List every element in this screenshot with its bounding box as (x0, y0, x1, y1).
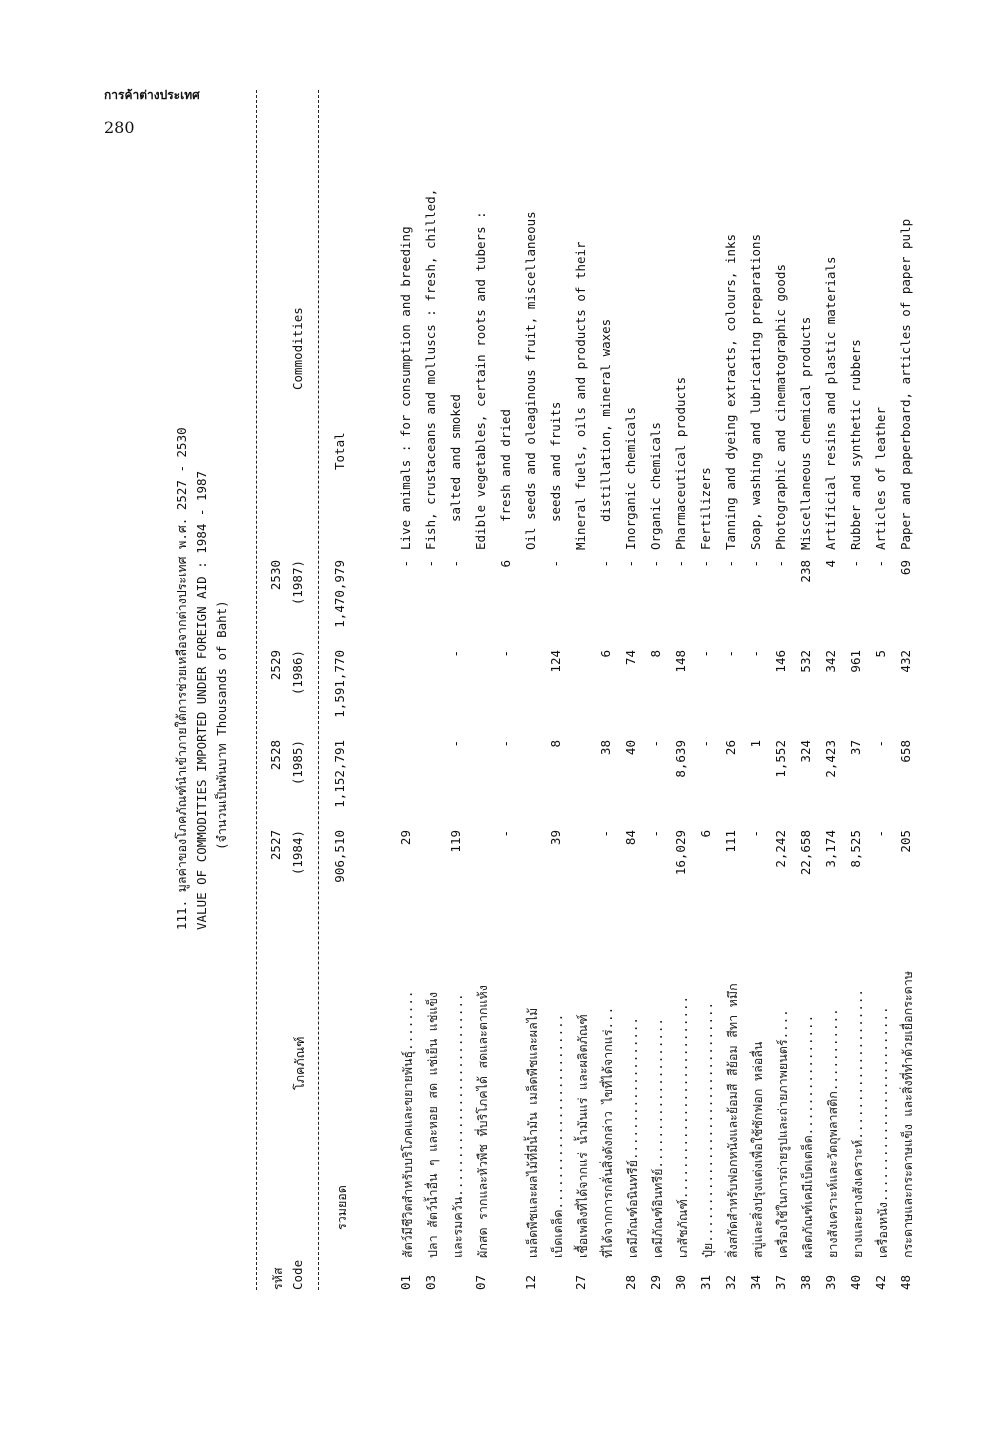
row-code: 40 (848, 1274, 863, 1290)
row-commodity-en: Live animals : for consumption and breeding (398, 226, 413, 550)
row-value-4: - (398, 560, 413, 568)
row-value-2: 1 (748, 740, 763, 748)
row-commodity-en: Photographic and cinematographic goods (773, 264, 788, 550)
total-label-en: Total (332, 432, 347, 470)
rotated-table (172, 90, 932, 1290)
row-value-2: 38 (598, 740, 613, 756)
table-row (898, 90, 924, 1290)
row-commodity-thai: และรมควัน........................... (450, 993, 465, 1258)
table-row (698, 90, 724, 1290)
row-commodity-thai: เภสัชภัณฑ์........................... (675, 995, 690, 1258)
row-code: 27 (573, 1274, 588, 1290)
row-value-2: 40 (623, 740, 638, 756)
row-commodity-thai: ปลา สัตว์น้ำอื่น ๆ และหอย สด แช่เย็น แช่แข็ง (425, 991, 440, 1258)
header-year-3-en: (1986) (290, 650, 305, 696)
row-code: 07 (473, 1274, 488, 1290)
table-row (723, 90, 749, 1290)
total-1987: 1,470,979 (332, 560, 347, 628)
total-1986: 1,591,770 (332, 650, 347, 718)
row-value-1: 29 (398, 830, 413, 846)
table-row (598, 90, 624, 1290)
row-commodity-en: Paper and paperboard, articles of paper pulp (898, 218, 913, 550)
row-commodity-thai: ผลิตภัณฑ์เคมีเบ็ดเตล็ด................ (800, 1014, 815, 1258)
total-1984: 906,510 (332, 830, 347, 883)
row-commodity-en: Fish, crustaceans and molluscs : fresh, chilled, (423, 188, 438, 550)
row-value-3: 5 (873, 650, 888, 658)
table-row (473, 90, 499, 1290)
header-year-3: 2529 (268, 650, 283, 681)
row-value-4: - (723, 560, 738, 568)
row-code: 28 (623, 1274, 638, 1290)
header-year-2: 2528 (268, 740, 283, 771)
row-commodity-en: Artificial resins and plastic materials (823, 256, 838, 550)
row-commodity-en: salted and smoked (448, 394, 463, 522)
row-code: 37 (773, 1274, 788, 1290)
row-value-1: 84 (623, 830, 638, 846)
row-value-2: 8 (548, 740, 563, 748)
row-commodity-en: Mineral fuels, oils and products of their (573, 241, 588, 550)
table-row (748, 90, 774, 1290)
row-value-2: - (648, 740, 663, 748)
header-code-en: Code (290, 1259, 305, 1290)
row-code: 30 (673, 1274, 688, 1290)
row-commodity-thai: ผักสด รากและหัวพืช ที่บริโภคได้ สดและตากแห้ง (475, 985, 490, 1258)
row-value-2: 1,552 (773, 740, 788, 778)
page-number: 280 (104, 118, 135, 137)
row-value-2: 37 (848, 740, 863, 756)
header-year-4: 2530 (268, 560, 283, 591)
row-value-3: - (723, 650, 738, 658)
table-row (848, 90, 874, 1290)
row-commodity-en: seeds and fruits (548, 401, 563, 522)
row-commodity-thai: เบ็ดเตล็ด.......................... (550, 1013, 565, 1258)
row-commodity-en: Rubber and synthetic rubbers (848, 339, 863, 550)
table-unit: (จำนวนเป็นพันบาท Thousands of Baht) (214, 600, 229, 850)
header-top-rule (256, 90, 257, 1290)
row-code: 31 (698, 1274, 713, 1290)
row-commodity-en: Soap, washing and lubricating preparations (748, 233, 763, 550)
row-value-4: - (773, 560, 788, 568)
row-value-3: - (498, 650, 513, 658)
row-value-3: 8 (648, 650, 663, 658)
table-title-en: VALUE OF COMMODITIES IMPORTED UNDER FOREIGN AID : 1984 - 1987 (194, 470, 209, 930)
table-row (673, 90, 699, 1290)
row-value-1: 39 (548, 830, 563, 846)
row-value-3: 532 (798, 650, 813, 673)
header-commodities-en: Commodities (290, 307, 305, 390)
table-row (623, 90, 649, 1290)
table-row (523, 90, 549, 1290)
row-code: 32 (723, 1274, 738, 1290)
row-commodity-thai: ยางและยางสังเคราะห์.................... (850, 989, 865, 1258)
header-commodity-thai: โภคภัณฑ์ (292, 1036, 307, 1090)
row-value-1: 119 (448, 830, 463, 853)
row-value-4: - (698, 560, 713, 568)
total-1985: 1,152,791 (332, 740, 347, 808)
row-value-2: 2,423 (823, 740, 838, 778)
row-code: 29 (648, 1274, 663, 1290)
row-commodity-thai: ที่ได้จากการกลั่นสิ่งดังกล่าว ไขที่ได้จากแร่... (600, 1006, 615, 1258)
table-row (798, 90, 824, 1290)
table-row (648, 90, 674, 1290)
row-value-2: - (498, 740, 513, 748)
total-label-thai: รวมยอด (334, 1185, 349, 1230)
row-value-4: 238 (798, 560, 813, 583)
row-value-4: - (873, 560, 888, 568)
row-code: 48 (898, 1274, 913, 1290)
row-value-3: 6 (598, 650, 613, 658)
row-commodity-thai: เครื่องหนัง.......................... (875, 1006, 890, 1258)
row-value-1: 22,658 (798, 830, 813, 876)
row-commodity-en: Edible vegetables, certain roots and tubers : (473, 211, 488, 550)
row-commodity-en: Organic chemicals (648, 422, 663, 550)
header-year-1-en: (1984) (290, 830, 305, 876)
header-year-1: 2527 (268, 830, 283, 861)
row-value-4: 4 (823, 560, 838, 568)
table-row (498, 90, 524, 1290)
row-value-4: - (598, 560, 613, 568)
row-code: 34 (748, 1274, 763, 1290)
header-bottom-rule (318, 90, 319, 1290)
row-commodity-thai: เคมีภัณฑ์อินทรีย์.................... (650, 1018, 665, 1258)
row-commodity-thai: เชื้อเพลิงที่ได้จากแร่ น้ำมันแร่ และผลิตภัณฑ์ (575, 1014, 590, 1258)
row-value-3: - (748, 650, 763, 658)
row-value-4: - (548, 560, 563, 568)
row-commodity-en: Tanning and dyeing extracts, colours, inks (723, 233, 738, 550)
row-value-1: 6 (698, 830, 713, 838)
row-value-4: - (648, 560, 663, 568)
table-row (423, 90, 449, 1290)
row-value-1: - (598, 830, 613, 838)
row-commodity-thai: เครื่องใช้ในการถ่ายรูปและถ่ายภาพยนตร์.... (775, 1009, 790, 1258)
row-value-2: - (873, 740, 888, 748)
row-commodity-thai: สิ่งสกัดสำหรับฟอกหนังและย้อมสี สีย้อม สีทา หมึก (725, 983, 740, 1258)
row-code: 01 (398, 1274, 413, 1290)
row-code: 03 (423, 1274, 438, 1290)
table-row (548, 90, 574, 1290)
row-code: 42 (873, 1274, 888, 1290)
table-row (398, 90, 424, 1290)
row-value-3: 961 (848, 650, 863, 673)
row-commodity-thai: ปุ๋ย................................ (700, 1001, 715, 1258)
table-row (448, 90, 474, 1290)
row-commodity-thai: เมล็ดพืชและผลไม้ที่มีน้ำมัน เมล็ดพืชและผลไม้ (525, 1007, 540, 1258)
row-value-1: 16,029 (673, 830, 688, 876)
row-value-1: - (498, 830, 513, 838)
row-commodity-thai: เคมีภัณฑ์อนินทรีย์................... (625, 1017, 640, 1258)
row-value-2: 8,639 (673, 740, 688, 778)
row-commodity-thai: สัตว์มีชีวิตสำหรับบริโภคและขยายพันธุ์........ (400, 990, 415, 1258)
row-value-1: - (648, 830, 663, 838)
header-year-4-en: (1987) (290, 560, 305, 606)
row-value-3: 124 (548, 650, 563, 673)
row-value-1: 8,525 (848, 830, 863, 868)
row-value-3: 148 (673, 650, 688, 673)
row-value-3: 74 (623, 650, 638, 666)
row-commodity-thai: สบู่และสิ่งปรุงแต่งเพื่อใช้ซักฟอก หล่อลื่น (750, 1041, 765, 1258)
row-value-1: 205 (898, 830, 913, 853)
row-value-4: - (673, 560, 688, 568)
row-value-4: - (423, 560, 438, 568)
table-title-block (172, 290, 232, 930)
row-code: 39 (823, 1274, 838, 1290)
row-value-4: - (748, 560, 763, 568)
row-value-1: - (748, 830, 763, 838)
row-commodity-en: Inorganic chemicals (623, 407, 638, 550)
row-value-3: 432 (898, 650, 913, 673)
row-commodity-en: Fertilizers (698, 467, 713, 550)
header-year-2-en: (1985) (290, 740, 305, 786)
row-value-2: - (698, 740, 713, 748)
row-value-4: - (448, 560, 463, 568)
table-row (823, 90, 849, 1290)
row-value-3: 146 (773, 650, 788, 673)
row-commodity-thai: กระดาษและกระดาษแข็ง และสิ่งที่ทำด้วยเยื่อกระดาษ (900, 970, 915, 1258)
row-commodity-en: Pharmaceutical products (673, 376, 688, 550)
row-value-4: 6 (498, 560, 513, 568)
row-value-2: 658 (898, 740, 913, 763)
table-row (873, 90, 899, 1290)
row-commodity-en: fresh and dried (498, 409, 513, 522)
row-commodity-en: distillation, mineral waxes (598, 318, 613, 522)
row-value-2: 324 (798, 740, 813, 763)
row-value-2: 26 (723, 740, 738, 756)
running-head: การค้าต่างประเทศ (104, 88, 200, 102)
row-value-3: - (448, 650, 463, 658)
row-value-4: 69 (898, 560, 913, 576)
row-value-4: - (848, 560, 863, 568)
row-value-3: - (698, 650, 713, 658)
row-code: 38 (798, 1274, 813, 1290)
row-value-1: 111 (723, 830, 738, 853)
header-code-thai: รหัส (270, 1267, 285, 1290)
row-code: 12 (523, 1274, 538, 1290)
row-value-2: - (448, 740, 463, 748)
row-commodity-thai: ยางสังเคราะห์และวัตถุพลาสติก........... (825, 1008, 840, 1258)
row-commodity-en: Miscellaneous chemical products (798, 316, 813, 550)
total-row (332, 90, 358, 1290)
row-value-1: 2,242 (773, 830, 788, 868)
row-value-3: 342 (823, 650, 838, 673)
row-value-1: 3,174 (823, 830, 838, 868)
table-title-thai: 111. มูลค่าของโภคภัณฑ์นำเข้าภายใต้การช่วยเหลือจากต่างประเทศ พ.ศ. 2527 - 2530 (174, 427, 189, 930)
table-row (573, 90, 599, 1290)
table-row (773, 90, 799, 1290)
row-value-1: - (873, 830, 888, 838)
row-value-4: - (623, 560, 638, 568)
row-commodity-en: Articles of leather (873, 407, 888, 550)
row-commodity-en: Oil seeds and oleaginous fruit, miscellaneous (523, 211, 538, 550)
